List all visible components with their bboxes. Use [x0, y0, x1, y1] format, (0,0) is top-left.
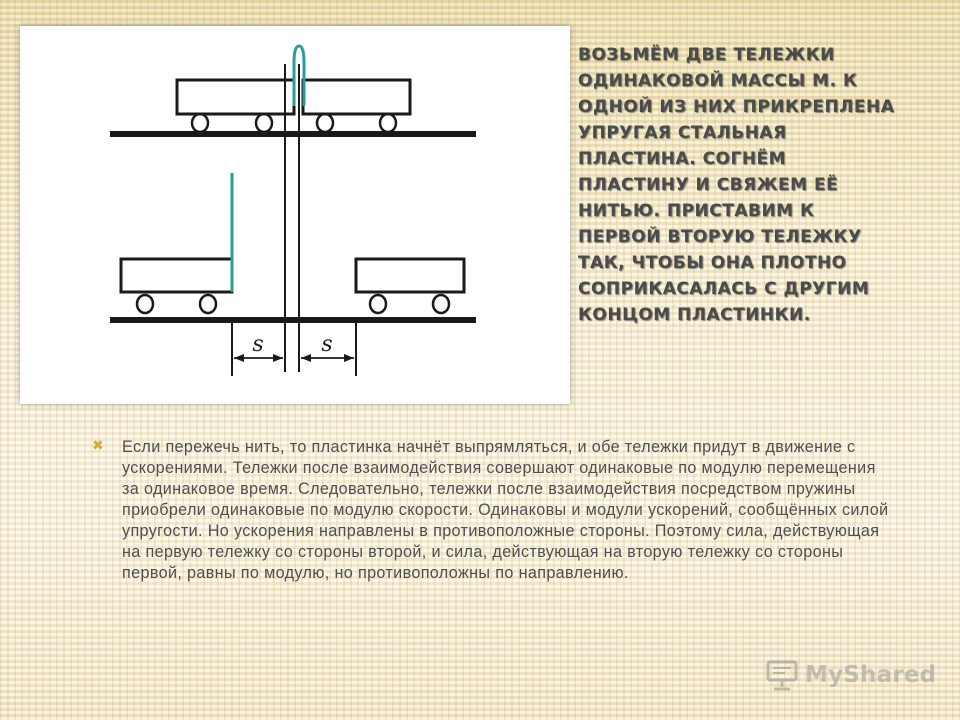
watermark: [765, 655, 936, 695]
cart-interaction-figure: [20, 26, 570, 404]
top-left-cart: [177, 80, 294, 114]
bottom-left-cart: [121, 259, 232, 292]
bottom-wheels: [137, 295, 449, 313]
slide-title: ВОЗЬМЁМ ДВЕ ТЕЛЕЖКИ ОДИНАКОВОЙ МАССЫ M. К ОДНОЙ ИЗ НИХ ПРИКРЕПЛЕНА УПРУГАЯ СТАЛЬНАЯ ПЛАСТИНА. СОГНЁМ ПЛАСТИНУ И СВЯЖЕМ ЕЁ НИТЬЮ. ПРИСТАВИМ К ПЕРВОЙ ВТОРУЮ ТЕЛЕЖКУ ТАК, ЧТОБЫ ОНА ПЛОТНО СОПРИКАСАЛАСЬ С ДРУГИМ КОНЦОМ ПЛАСТИНКИ.: [578, 45, 895, 325]
distance-label-right: s: [321, 332, 333, 357]
wheel: [433, 295, 449, 313]
arrowhead: [234, 354, 244, 362]
wheel: [380, 114, 396, 132]
bullet-text: Если пережечь нить, то пластинка начнёт выпрямляться, и обе тележки придут в движение с ускорениями. Тележки после взаимодействия совершают одинаковые по модулю перемещения за одинаковое время. Следовательно, тележки после взаимодействия посредством пружины приобрели одинаковые по модулю скорости. Одинаковы и модули ускорений, сообщённых силой упругости. Но ускорения направлены в противоположные стороны. Поэтому сила, действующая на первую тележку со стороны второй, и сила, действующая на вторую тележку со стороны первой, равны по модулю, но противоположны по направлению.: [122, 438, 889, 582]
watermark-text: MyShared: [805, 662, 937, 688]
top-wheels: [192, 114, 396, 132]
wheel: [370, 295, 386, 313]
arrowhead: [344, 354, 354, 362]
arrowhead: [273, 354, 283, 362]
top-right-cart: [303, 80, 410, 114]
wheel: [192, 114, 208, 132]
bottom-right-cart: [356, 259, 464, 292]
wheel: [200, 295, 216, 313]
bullet-item: [92, 437, 892, 584]
projector-screen-icon: [765, 658, 799, 692]
bullet-marker-icon: ✖: [92, 438, 104, 454]
top-track: [110, 131, 476, 137]
arrowhead: [301, 354, 311, 362]
distance-label-left: s: [252, 332, 264, 357]
wheel: [256, 114, 272, 132]
wheel: [317, 114, 333, 132]
bullet-list: [92, 437, 892, 584]
wheel: [137, 295, 153, 313]
bottom-track: [110, 317, 476, 323]
